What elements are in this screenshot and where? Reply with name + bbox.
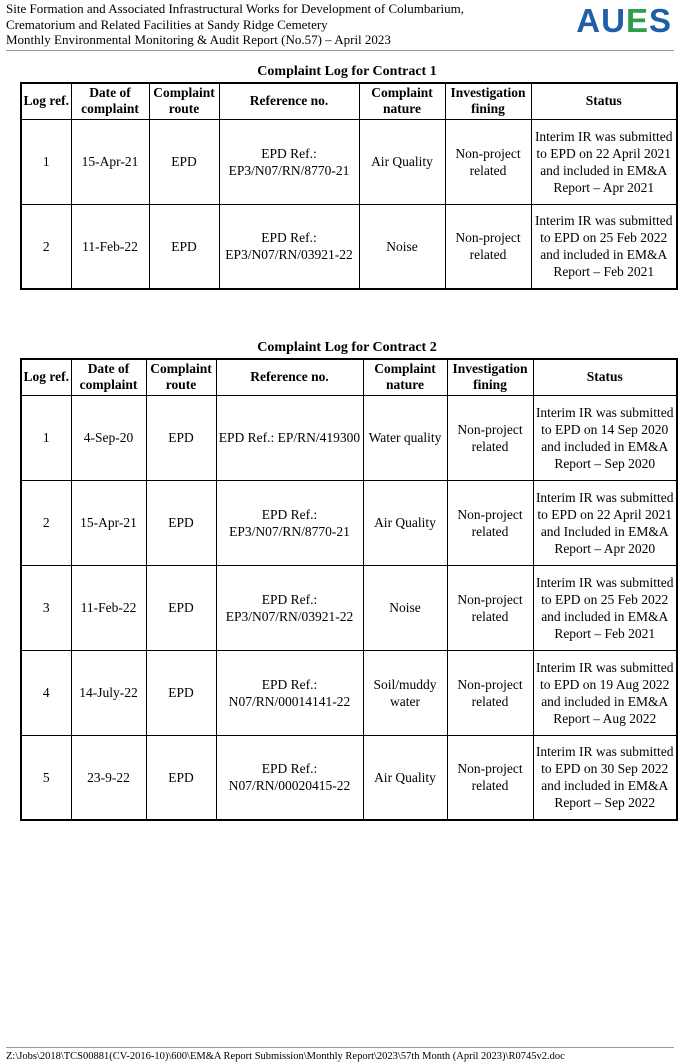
contract1-title: Complaint Log for Contract 1: [257, 64, 437, 79]
header-line-2: Crematorium and Related Facilities at Sandy Ridge Cemetery: [6, 16, 328, 32]
nature-cell: Air Quality: [363, 480, 447, 565]
log-ref-cell: 1: [21, 119, 71, 204]
header-line-1: Site Formation and Associated Infrastructural Works for Development of Columbarium,: [6, 1, 464, 16]
logo-letter-a: A: [576, 2, 602, 39]
nature-cell: Water quality: [363, 395, 447, 480]
col-nature: Complaint nature: [359, 83, 445, 119]
log-ref-cell: 5: [21, 735, 71, 820]
aues-logo: [576, 3, 672, 39]
date-cell: 15-Apr-21: [71, 119, 149, 204]
table-row: [21, 565, 677, 650]
table-header-row: [21, 83, 677, 119]
status-cell: Interim IR was submitted to EPD on 30 Sep 2022 and included in EM&A Report – Sep 2022: [533, 735, 677, 820]
route-cell: EPD: [149, 204, 219, 289]
col-log-ref: Log ref.: [21, 83, 71, 119]
log-ref-cell: 2: [21, 204, 71, 289]
col-route: Complaint route: [146, 359, 216, 395]
reference-cell: EPD Ref.: EP3/N07/RN/8770-21: [219, 119, 359, 204]
reference-cell: EPD Ref.: N07/RN/00014141-22: [216, 650, 363, 735]
log-ref-cell: 1: [21, 395, 71, 480]
page-footer: [6, 1047, 674, 1063]
route-cell: EPD: [146, 565, 216, 650]
investigation-cell: Non-project related: [445, 204, 531, 289]
col-date: Date of complaint: [71, 83, 149, 119]
status-cell: Interim IR was submitted to EPD on 25 Feb 2022 and included in EM&A Report – Feb 2021: [533, 565, 677, 650]
table-header-row: [21, 359, 677, 395]
reference-cell: EPD Ref.: EP3/N07/RN/8770-21: [216, 480, 363, 565]
date-cell: 14-July-22: [71, 650, 146, 735]
nature-cell: Air Quality: [363, 735, 447, 820]
complaint-log-contract-1: [20, 82, 678, 290]
contract2-title: Complaint Log for Contract 2: [257, 340, 437, 355]
file-path: Z:\Jobs\2018\TCS00881(CV-2016-10)\600\EM&A Report Submission\Monthly Report\2023\57th Month (April 2023)\R0745v2.doc: [6, 1051, 565, 1062]
col-nature: Complaint nature: [363, 359, 447, 395]
nature-cell: Soil/muddy water: [363, 650, 447, 735]
status-cell: Interim IR was submitted to EPD on 14 Sep 2020 and included in EM&A Report – Sep 2020: [533, 395, 677, 480]
investigation-cell: Non-project related: [447, 395, 533, 480]
status-cell: Interim IR was submitted to EPD on 22 April 2021 and Included in EM&A Report – Apr 2020: [533, 480, 677, 565]
reference-cell: EPD Ref.: EP3/N07/RN/03921-22: [216, 565, 363, 650]
route-cell: EPD: [146, 395, 216, 480]
logo-letter-e: E: [625, 2, 649, 39]
log-ref-cell: 4: [21, 650, 71, 735]
reference-cell: EPD Ref.: EP3/N07/RN/03921-22: [219, 204, 359, 289]
table-row: [21, 480, 677, 565]
table-row: [21, 119, 677, 204]
col-status: Status: [531, 83, 677, 119]
complaint-log-contract-2: [20, 358, 678, 821]
status-cell: Interim IR was submitted to EPD on 22 April 2021 and included in EM&A Report – Apr 2021: [531, 119, 677, 204]
reference-cell: EPD Ref.: EP/RN/419300: [216, 395, 363, 480]
date-cell: 4-Sep-20: [71, 395, 146, 480]
nature-cell: Noise: [359, 204, 445, 289]
route-cell: EPD: [146, 735, 216, 820]
nature-cell: Air Quality: [359, 119, 445, 204]
investigation-cell: Non-project related: [447, 480, 533, 565]
date-cell: 11-Feb-22: [71, 565, 146, 650]
reference-cell: EPD Ref.: N07/RN/00020415-22: [216, 735, 363, 820]
log-ref-cell: 3: [21, 565, 71, 650]
date-cell: 15-Apr-21: [71, 480, 146, 565]
logo-letter-u: U: [601, 2, 626, 39]
header-text: [6, 1, 464, 48]
table-row: [21, 650, 677, 735]
page-header: [6, 0, 674, 51]
table-row: [21, 204, 677, 289]
table-row: [21, 395, 677, 480]
header-line-3: Monthly Environmental Monitoring & Audit Report (No.57) – April 2023: [6, 32, 391, 47]
col-investigation: Investigation fining: [447, 359, 533, 395]
col-status: Status: [533, 359, 677, 395]
log-ref-cell: 2: [21, 480, 71, 565]
nature-cell: Noise: [363, 565, 447, 650]
date-cell: 23-9-22: [71, 735, 146, 820]
route-cell: EPD: [146, 480, 216, 565]
route-cell: EPD: [149, 119, 219, 204]
table-row: [21, 735, 677, 820]
col-route: Complaint route: [149, 83, 219, 119]
investigation-cell: Non-project related: [447, 650, 533, 735]
status-cell: Interim IR was submitted to EPD on 19 Aug 2022 and included in EM&A Report – Aug 2022: [533, 650, 677, 735]
col-date: Date of complaint: [71, 359, 146, 395]
investigation-cell: Non-project related: [445, 119, 531, 204]
col-reference: Reference no.: [219, 83, 359, 119]
investigation-cell: Non-project related: [447, 735, 533, 820]
date-cell: 11-Feb-22: [71, 204, 149, 289]
logo-letter-s: S: [648, 2, 672, 39]
investigation-cell: Non-project related: [447, 565, 533, 650]
col-log-ref: Log ref.: [21, 359, 71, 395]
status-cell: Interim IR was submitted to EPD on 25 Feb 2022 and included in EM&A Report – Feb 2021: [531, 204, 677, 289]
col-investigation: Investigation fining: [445, 83, 531, 119]
route-cell: EPD: [146, 650, 216, 735]
col-reference: Reference no.: [216, 359, 363, 395]
